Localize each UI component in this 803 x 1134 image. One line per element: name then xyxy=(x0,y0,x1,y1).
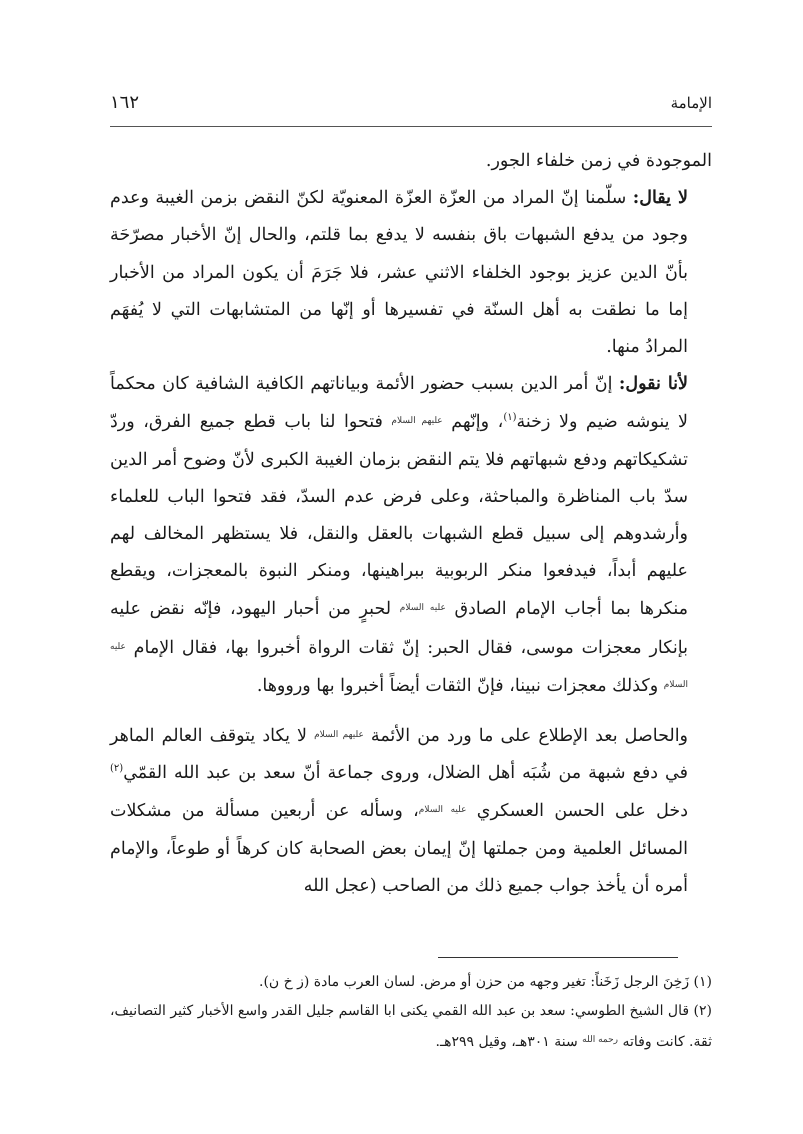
footnote-2 xyxy=(110,997,712,1057)
honorific-glyph: عليه السلام xyxy=(110,641,688,690)
paragraph-text: والحاصل بعد الإطلاع على ما ورد من الأئمة xyxy=(363,726,689,747)
footnote-separator xyxy=(438,957,678,958)
paragraph-text: الموجودة في زمن خلفاء الجور. xyxy=(485,151,712,171)
footnote-ref-2[interactable]: (٢) xyxy=(110,763,124,775)
honorific-glyph: عليه السلام xyxy=(399,603,446,614)
honorific-glyph: عليهم السلام xyxy=(314,730,364,741)
header-rule xyxy=(110,126,712,127)
paragraph-2 xyxy=(110,180,712,366)
reply-lead: لأنا نقول: xyxy=(618,374,688,395)
page-header xyxy=(110,92,712,120)
footnote-1: (١) زَخِنَ الرجل زَخَناً: تغير وجهه من حزن أو مرض. لسان العرب مادة (ز خ ن). xyxy=(259,974,712,990)
running-title: الإمامة xyxy=(670,94,712,112)
paragraph-1 xyxy=(110,143,712,180)
paragraph-text: إنّ أمر الدين بسبب حضور الأئمة وبياناتهم الكافية الشافية كان محكماً لا ينوشه ضيم ولا زخنة xyxy=(110,374,689,433)
footnote-text: سنة ٣٠١هـ، وقيل ٢٩٩هـ. xyxy=(435,1034,583,1050)
page-number: ١٦٢ xyxy=(110,92,140,113)
paragraph-text: دخل على الحسن العسكري xyxy=(466,801,688,822)
objection-lead: لا يقال: xyxy=(632,188,688,209)
footnote-text: (٢) قال الشيخ الطوسي: سعد بن عبد الله القمي يكنى ابا القاسم جليل القدر واسع الأخبار كثير التصانيف، ثقة. كانت وفاته xyxy=(110,1003,712,1050)
paragraph-text: فتحوا لنا باب قطع جميع الفرق، وردّ تشكيكاتهم ودفع شبهاتهم فلا يتم النقض بزمان الغيبة الكبرى لأنّ وضوح أمر الدين سدّ باب المناظرة والمباحثة، وعلى فرض عدم السدّ، فقد فتحوا الباب للعلماء وأرشدوهم إلى سبيل قطع الشبهات بالعقل والنقل، فلا يستظهر المخالف لهم عليهم أبداً، فيدفعوا منكر الربوبية ببراهينها، ومنكر النبوة بالمعجزات، ويقطع منكرها بما أجاب الإمام الصادق xyxy=(110,412,688,620)
paragraph-text: لحبرٍ من أحبار اليهود، فإنّه نقض عليه بإنكار معجزات موسى، فقال الحبر: إنّ ثقات الرواة أخبروا بها، فقال الإمام xyxy=(110,599,688,658)
footnotes xyxy=(110,968,712,1057)
paragraph-4 xyxy=(110,717,712,905)
paragraph-text: لا يكاد يتوقف العالم الماهر في دفع شبهة من شُبَه أهل الضلال، وروى جماعة أنّ سعد بن عبد الله القمّي xyxy=(110,726,688,784)
paragraph-text: ، وسأله عن أربعين مسألة من مشكلات المسائل العلمية ومن جملتها إنّ إيمان بعض الصحابة كان كرهاً أو طوعاً، والإمام أمره أن يأخذ جواب جميع ذلك من الصاحب (عجل الله xyxy=(110,801,688,896)
footnote-ref-1[interactable]: (١) xyxy=(503,412,517,424)
honorific-glyph: رحمه الله xyxy=(582,1035,619,1045)
honorific-glyph: عليه السلام xyxy=(418,805,467,816)
paragraph-text: ، وإنّهم xyxy=(442,412,504,433)
honorific-glyph: عليهم السلام xyxy=(391,416,443,427)
paragraph-3 xyxy=(110,366,712,705)
paragraph-text: وكذلك معجزات نبينا، فإنّ الثقات أيضاً أخبروا بها ورووها. xyxy=(256,675,664,696)
body-text xyxy=(110,143,712,905)
paragraph-text: سلّمنا إنّ المراد من العزّة العزّة المعنويّة لكنّ النقض بزمن الغيبة وعدم وجود من يدفع الشبهات باق بنفسه لا يدفع بما قلتم، والحال إنّ الأخبار مصرّحَة بأنّ الدين عزيز بوجود الخلفاء الاثني عشر، فلا جَرَمَ أن يكون المراد من الأخبار إما ما نطقت به أهل السنّة في تفسيرها أو إنّها من المتشابهات التي لا يُفهَم المرادُ منها. xyxy=(110,188,688,358)
